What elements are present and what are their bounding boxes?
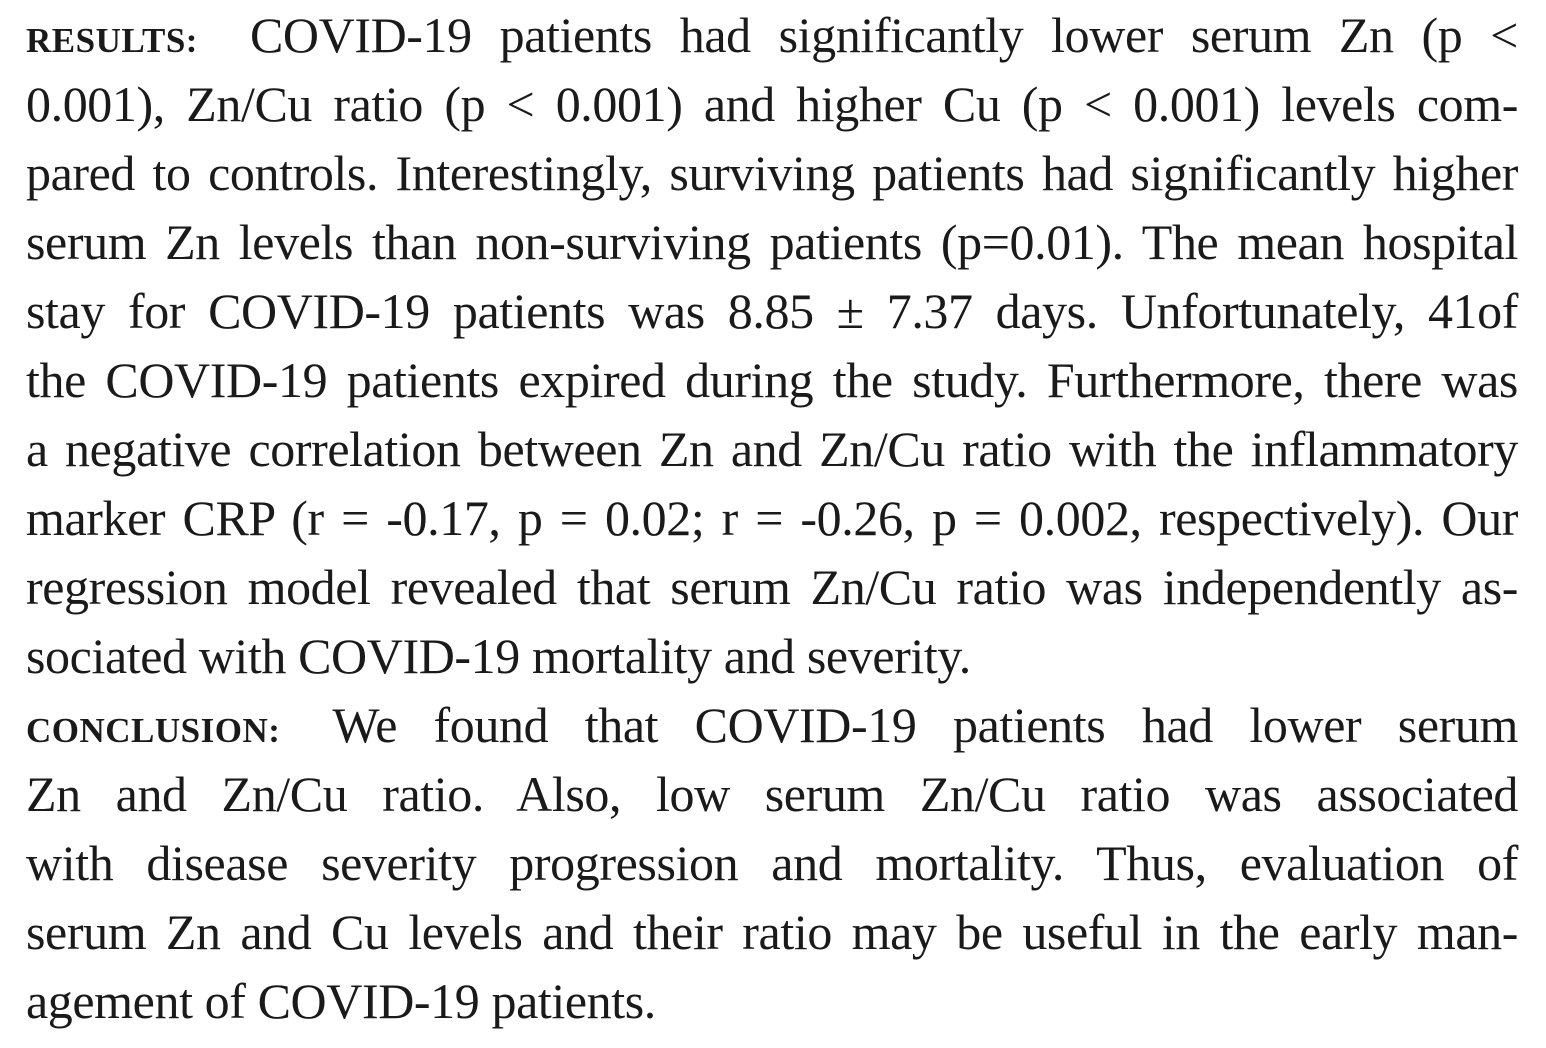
results-line-10: sociated with COVID-19 mortality and severity. [26, 628, 971, 684]
results-line-9: regression model revealed that serum Zn/Cu ratio was independently as- [26, 559, 1518, 615]
conclusion-line-3: with disease severity progression and mortality. Thus, evaluation of [26, 835, 1518, 891]
results-line-4: serum Zn levels than non-surviving patients (p=0.01). The mean hospital [26, 214, 1518, 270]
conclusion-line-2: Zn and Zn/Cu ratio. Also, low serum Zn/Cu ratio was associated [26, 766, 1518, 822]
conclusion-line-5: agement of COVID-19 patients. [26, 973, 656, 1029]
results-line-text: COVID-19 patients had significantly lower serum Zn (p < [249, 7, 1518, 63]
conclusion-line-4: serum Zn and Cu levels and their ratio may be useful in the early man- [26, 904, 1518, 960]
results-line-6: the COVID-19 patients expired during the study. Furthermore, there was [26, 352, 1518, 408]
results-line-3: pared to controls. Interestingly, surviving patients had significantly higher [26, 145, 1518, 201]
conclusion-heading: CONCLUSION: [26, 711, 281, 750]
results-heading: RESULTS: [26, 21, 198, 60]
results-line-1 [26, 0, 1518, 70]
results-line-7: a negative correlation between Zn and Zn/Cu ratio with the inflammatory [26, 421, 1518, 477]
results-line-5: stay for COVID-19 patients was 8.85 ± 7.37 days. Unfortunately, 41of [26, 283, 1518, 339]
results-line-8: marker CRP (r = -0.17, p = 0.02; r = -0.26, p = 0.002, respectively). Our [26, 490, 1518, 546]
conclusion-line-1 [26, 690, 1518, 760]
results-line-2: 0.001), Zn/Cu ratio (p < 0.001) and higher Cu (p < 0.001) levels com- [26, 76, 1518, 132]
conclusion-line-text: We found that COVID-19 patients had lower serum [332, 697, 1518, 753]
